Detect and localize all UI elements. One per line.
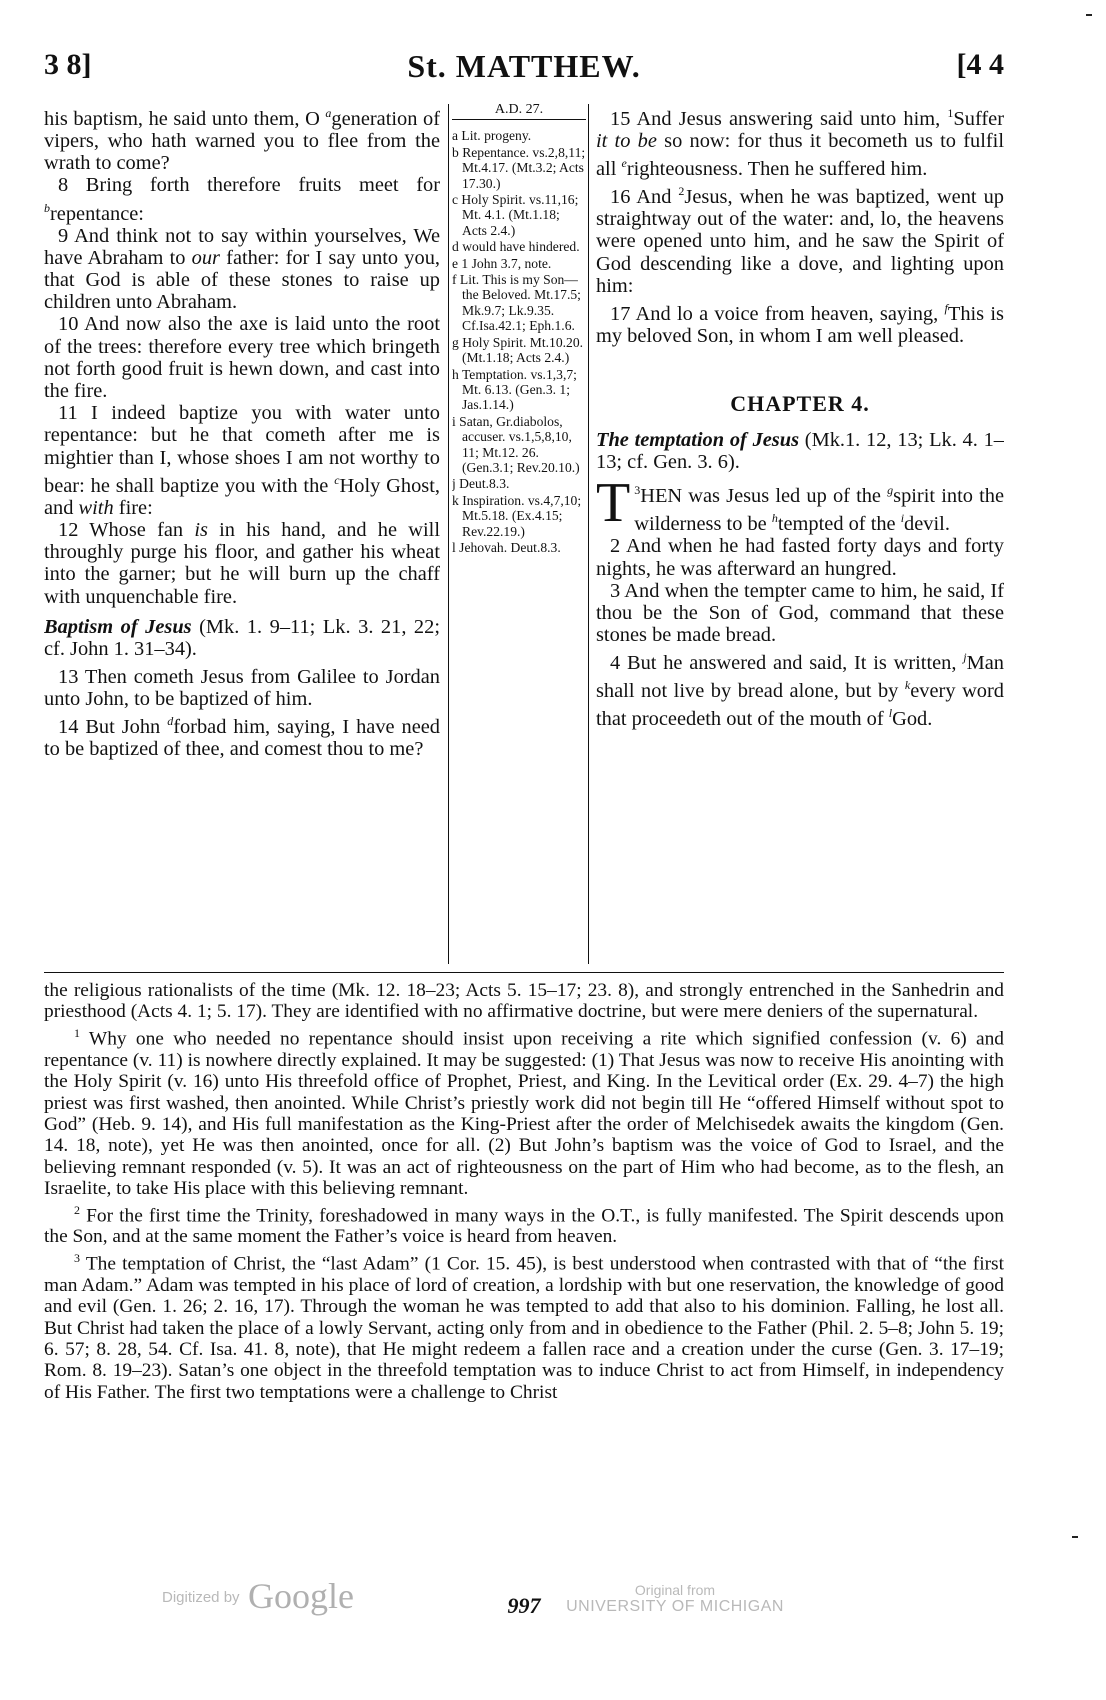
- verse: [44, 402, 440, 519]
- date-note: A.D. 27.: [452, 102, 586, 120]
- verse: [596, 180, 1004, 297]
- footnote-text: Why one who needed no repentance should insist upon receiving a rite which signified confession (v. 6) and repentance (v. 11) is nowhere directly explained. It may be suggested: (1) That Jesus was now to receive His anointing with the Holy Spirit (v. 16) unto His threefold office of Prophet, Priest, and King. In the Levitical order (Ex. 29. 4–7) the high priest was first washed, then anointed. While Christ’s priestly work did not begin till He “offered Himself without spot to God” (Heb. 9. 14), and His full manifestation as the King-Priest after the order of Melchisedek awaits the kingdom (Gen. 14. 18, note), yet He was then anointed, once for all. (2) But John’s baptism was the voice of God to Israel, and the believing remnant responded (v. 5). It was an act of righteousness on the part of Him who had become, as to the flesh, an Israelite, to take His place with this believing remnant.: [44, 1028, 1004, 1200]
- section-title: Baptism of Jesus: [44, 615, 192, 638]
- marginal-ref-mark: b: [44, 200, 50, 215]
- footnote: [44, 1023, 1004, 1200]
- verse: [596, 646, 1004, 730]
- verse-text: every word that proceedeth out of the mouth of: [596, 680, 1004, 731]
- verse-text: generation of vipers, who hath warned you to flee from the wrath to come?: [44, 107, 440, 175]
- section-heading-temptation: [596, 429, 1004, 473]
- verse: [44, 666, 440, 710]
- marginal-ref-mark: i: [900, 511, 905, 526]
- footnote-number: 2: [74, 1202, 80, 1217]
- marginal-ref-mark: g: [887, 483, 894, 498]
- verse-text: 4 But he answered and said, It is written,: [610, 652, 964, 675]
- verse-text: 11 I indeed baptize you with water unto repentance: but he that cometh after me is mightier than I, whose shoes I am not worthy to bear: he shall baptize you with the: [44, 402, 440, 497]
- section-refs: (Mk. 1. 9–11; Lk. 3. 21, 22; cf. John 1. 31–34).: [44, 615, 440, 660]
- footnote-number: 3: [74, 1250, 80, 1265]
- verse-text: 17 And lo a voice from heaven, saying,: [610, 302, 945, 325]
- scan-mark-bottom: [1072, 1536, 1078, 1538]
- verse-4-1: [596, 472, 1004, 536]
- margin-note: j Deut.8.3.: [452, 476, 510, 492]
- margin-notes-column: [452, 102, 586, 964]
- verse: [44, 710, 440, 760]
- original-from-watermark: [560, 1582, 790, 1616]
- marginal-ref-mark: l: [888, 706, 893, 721]
- verse: [44, 519, 440, 608]
- original-from-text: Original from: [634, 1582, 716, 1598]
- margin-note: c Holy Spirit. vs.11,16; Mt. 4.1. (Mt.1.18; Acts 2.4.): [452, 192, 579, 238]
- footnote-mark: 2: [678, 184, 685, 199]
- verse: [44, 313, 440, 402]
- margin-note: h Temptation. vs.1,3,7; Mt. 6.13. (Gen.3. 1; Jas.1.14.): [452, 366, 577, 413]
- margin-note: b Repentance. vs.2,8,11; Mt.4.17. (Mt.3.2; Acts 17.30.): [452, 144, 586, 191]
- verse: [44, 174, 440, 224]
- marginal-ref-mark: f: [944, 301, 948, 316]
- footnote-text: the religious rationalists of the time (Mk. 12. 18–23; Acts 5. 15–17; 23. 8), and strongly entrenched in the Sanhedrin and priesthood (Acts 4. 1; 5. 17). They are identified with no affirmative doctrine, but were mere deniers of the supernatural.: [44, 980, 1004, 1023]
- book-title: St. MATTHEW.: [407, 48, 641, 84]
- scan-mark-top: [1086, 14, 1092, 16]
- margin-notes: [452, 128, 586, 555]
- margin-note: a Lit. progeny.: [452, 128, 532, 144]
- footnotes-section: [44, 980, 1004, 1592]
- right-text-column: [596, 102, 1004, 964]
- verse-text: so now: for thus it becometh us to fulfil all: [596, 130, 1004, 180]
- marginal-ref-mark: e: [621, 156, 627, 171]
- margin-note: g Holy Spirit. Mt.10.20. (Mt.1.18; Acts 2.4.): [452, 334, 584, 366]
- digitized-by-text: Digitized by: [162, 1589, 240, 1606]
- left-verses-continued: [44, 666, 440, 761]
- verse-text: HEN was Jesus led up of the: [640, 485, 888, 508]
- margin-note: i Satan, Gr.diabolos, accuser. vs.1,5,8,10, 11; Mt.12. 26. (Gen.3.1; Rev.20.10.): [452, 413, 580, 475]
- marginal-ref-mark: j: [963, 650, 967, 665]
- verse-text: spirit into the wilderness to be: [634, 485, 1004, 536]
- verse-text: 12 Whose fan: [58, 519, 195, 542]
- scripture-page: [44, 40, 1004, 1660]
- footnote-divider: [44, 972, 1004, 973]
- verse-text: 16 And: [610, 186, 679, 208]
- verse-text: his baptism, he said unto them, O: [44, 107, 326, 130]
- verse-text: Man shall not live by bread alone, but by: [596, 652, 1004, 703]
- footnote-text: The temptation of Christ, the “last Adam” (1 Cor. 15. 45), is best understood when contrasted with that of “the first man Adam.” Adam was tempted in his place of lord of creation, a lordship with but one reservation, the knowledge of good and evil (Gen. 1. 26; 2. 16, 17). Through the woman he was tempted to add that also to his dominion. Falling, he lost all. But Christ had taken the place of a lowly Servant, acting only from and in obedience to the Father (Phil. 2. 5–8; John 5. 19; 6. 57; 8. 28, 54. Cf. Isa. 41. 8, note), that He might redeem a fallen race and a creation under the curse (Gen. 3. 17–19; Rom. 8. 19–23). Satan’s one object in the threefold temptation was to induce Christ to act from Himself, in independency of His Father. The first two temptations were a challenge to Christ: [44, 1253, 1004, 1403]
- verse-text: 9 And think not to say within yourselves, We have Abraham to: [44, 224, 440, 269]
- left-text-column: [44, 102, 440, 964]
- footnote-mark: 1: [947, 106, 954, 120]
- italic-text: it to be: [596, 130, 657, 152]
- verse: [596, 102, 1004, 180]
- verse-text: God.: [892, 708, 933, 731]
- footnote: [44, 980, 1004, 1023]
- verse-text: 10 And now also the axe is laid unto the root of the trees: therefore every tree which bringeth not forth good fruit is hewn down, and cast into the fire.: [44, 313, 440, 403]
- column-divider-left: [448, 104, 449, 964]
- verse-text: 2 And when he had fasted forty days and forty nights, he was afterward an hungred.: [596, 535, 1004, 580]
- footnote: [44, 1248, 1004, 1403]
- verse-text: devil.: [904, 513, 950, 536]
- digitized-by-google-watermark: [162, 1575, 354, 1617]
- verse: [596, 297, 1004, 347]
- university-text: UNIVERSITY OF MICHIGAN: [566, 1598, 784, 1615]
- footnote: [44, 1200, 1004, 1248]
- section-refs: (Mk.1. 12, 13; Lk. 4. 1–13; cf. Gen. 3. 6).: [596, 429, 1004, 474]
- verse: [44, 225, 440, 314]
- margin-note: f Lit. This is my Son— the Beloved. Mt.17.5; Mk.9.7; Lk.9.35. Cf.Isa.42.1; Eph.1.6.: [452, 272, 581, 334]
- margin-note: d would have hindered.: [452, 239, 580, 255]
- verse-text: 3 And when the tempter came to him, he said, If thou be the Son of God, command that these stones be made bread.: [596, 579, 1004, 647]
- verse: [596, 580, 1004, 647]
- page-number: 997: [507, 1593, 541, 1618]
- italic-text: is: [194, 519, 208, 542]
- verse-text: forbad him, saying, I have need to be baptized of thee, and comest thou to me?: [44, 716, 440, 761]
- margin-note: k Inspiration. vs.4,7,10; Mt.5.18. (Ex.4.15; Rev.22.19.): [452, 492, 582, 539]
- chapter-verse-range-left: 3 8]: [44, 48, 92, 81]
- verse: [596, 535, 1004, 579]
- marginal-ref-mark: d: [167, 714, 174, 729]
- footnote-mark: 3: [634, 483, 641, 498]
- verse-text: in his hand, and he will throughly purge his floor, and gather his wheat into the garner; but he will burn up the chaff with unquenchable fire.: [44, 519, 440, 608]
- chapter-verse-range-right: [4 4: [956, 48, 1004, 81]
- page-header: [44, 40, 1004, 90]
- verse: [44, 102, 440, 174]
- margin-note: e 1 John 3.7, note.: [452, 255, 552, 271]
- verse-text: Suffer: [953, 107, 1004, 130]
- italic-text: with: [78, 496, 114, 519]
- verse-text: father: for I say unto you, that God is able of these stones to raise up children unto Abraham.: [44, 246, 440, 314]
- verse-text: fire:: [113, 496, 153, 519]
- verse-text: Jesus, when he was baptized, went up straightway out of the water: and, lo, the heavens were opened unto him, and he saw the Spirit of God descending like a dove, and lighting upon him:: [596, 186, 1004, 297]
- verse-text: 15 And Jesus answering said unto him,: [610, 107, 948, 130]
- marginal-ref-mark: h: [771, 511, 778, 526]
- margin-note: l Jehovah. Deut.8.3.: [452, 539, 561, 555]
- verse-text: This is my beloved Son, in whom I am well pleased.: [596, 302, 1004, 348]
- marginal-ref-mark: c: [334, 472, 340, 487]
- right-verses: [596, 102, 1004, 347]
- drop-cap: T: [596, 472, 631, 535]
- verse-text: Holy Ghost, and: [44, 474, 440, 519]
- footnote-number: 1: [74, 1025, 80, 1040]
- verse-text: 8 Bring forth therefore fruits meet for: [58, 174, 440, 197]
- section-heading-baptism: [44, 616, 440, 660]
- verse-text: 14 But John: [58, 716, 168, 739]
- right-verses-continued: [596, 535, 1004, 730]
- section-title: The temptation of Jesus: [596, 429, 800, 452]
- verse-text: tempted of the: [777, 513, 901, 536]
- italic-text: our: [191, 246, 220, 269]
- verse-text: repentance:: [50, 202, 144, 225]
- verse-text: 13 Then cometh Jesus from Galilee to Jordan unto John, to be baptized of him.: [44, 665, 440, 711]
- footnote-text: For the first time the Trinity, foreshadowed in many ways in the O.T., is fully manifested. The Spirit descends upon the Son, and at the same moment the Father’s voice is heard from heaven.: [44, 1205, 1004, 1248]
- google-logo: Google: [248, 1576, 354, 1616]
- chapter-heading: CHAPTER 4.: [730, 391, 870, 417]
- column-divider-right: [588, 104, 589, 964]
- marginal-ref-mark: k: [904, 678, 911, 693]
- left-verses: [44, 102, 440, 608]
- verse-text: righteousness. Then he suffered him.: [626, 158, 928, 180]
- marginal-ref-mark: a: [325, 106, 332, 120]
